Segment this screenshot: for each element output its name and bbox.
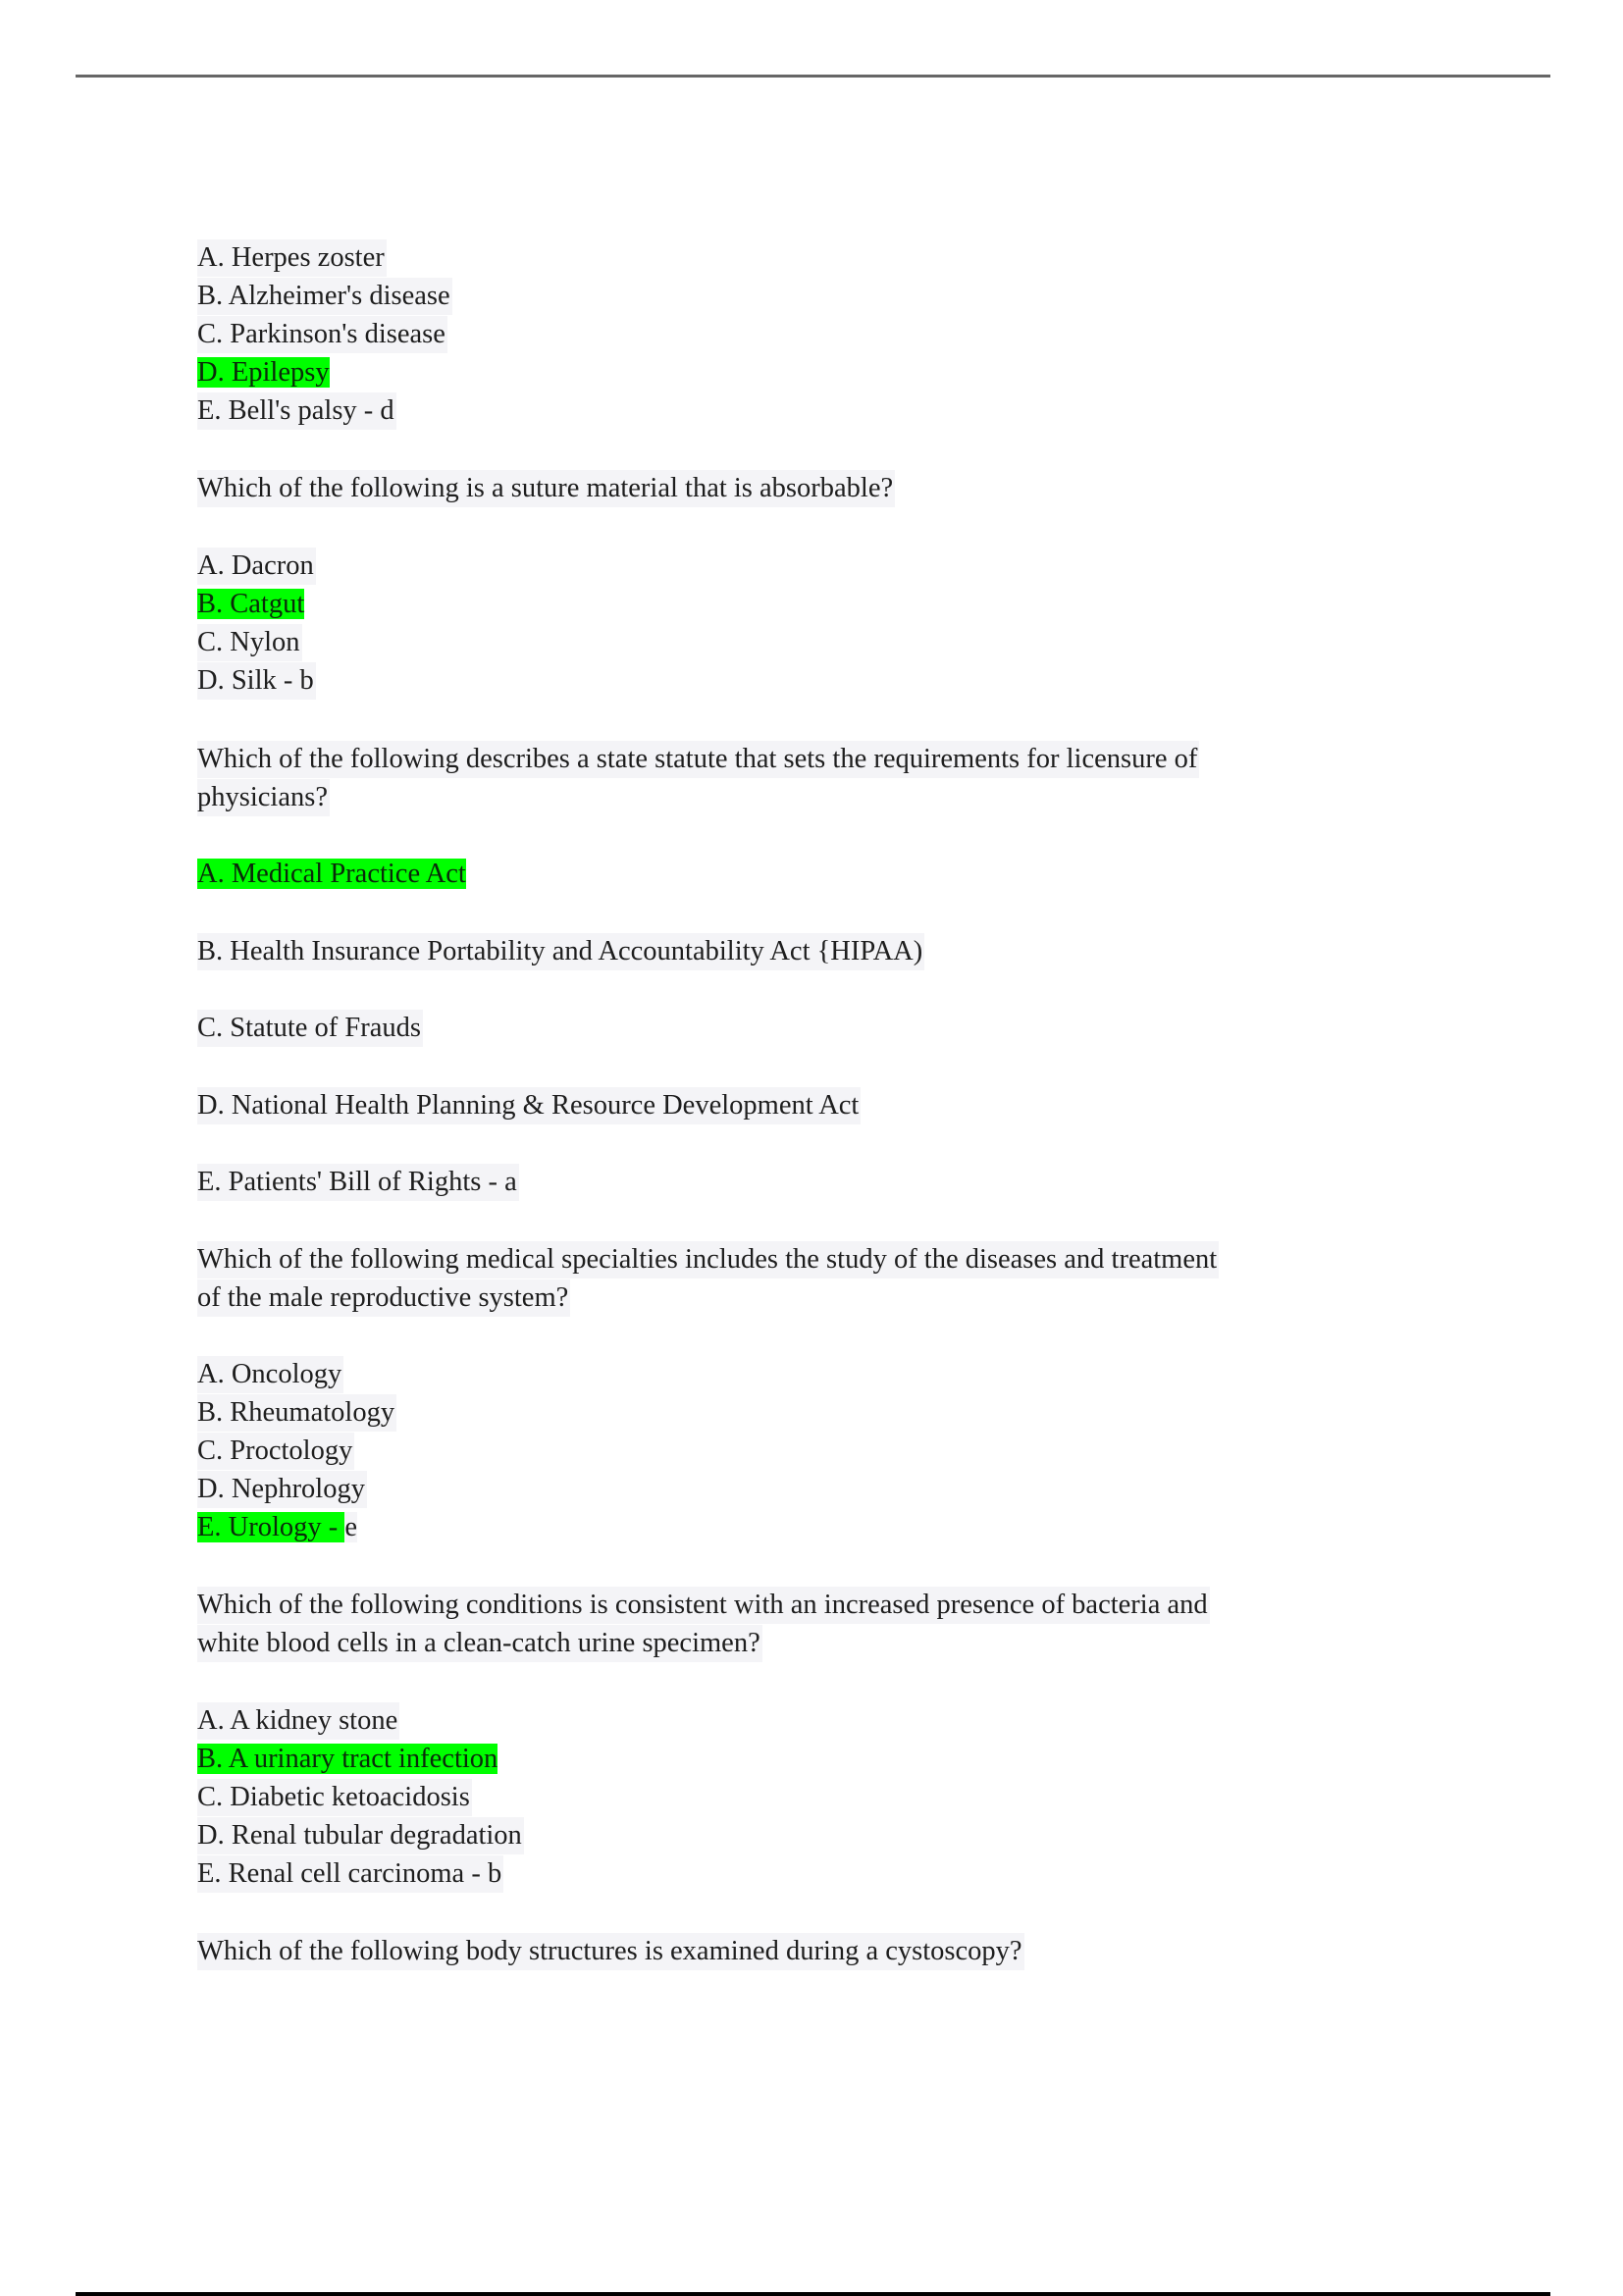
option-a: A. Dacron [197,548,316,585]
option-e-correct [197,1509,359,1546]
footer-rule [76,2292,1550,2296]
option-e: E. Renal cell carcinoma - b [197,1855,503,1893]
option-d: D. National Health Planning & Resource Development Act [197,1087,861,1124]
option-b: B. Health Insurance Portability and Accountability Act {HIPAA) [197,933,924,970]
question-stem: Which of the following body structures is examined during a cystoscopy? [197,1933,1024,1970]
option-b: B. Rheumatology [197,1394,396,1432]
option-a: A. Oncology [197,1356,343,1393]
option-a-correct [197,856,468,893]
answer-highlight: E. Urology - [197,1512,345,1542]
option-c: C. Proctology [197,1433,354,1470]
answer-highlight: A. Medical Practice Act [197,859,466,889]
option-a: A. Herpes zoster [197,239,387,277]
option-a: A. A kidney stone [197,1702,399,1740]
question-stem-line-2: physicians? [197,779,330,816]
question-stem-line-1: Which of the following medical specialties includes the study of the diseases and treatment [197,1241,1219,1278]
option-b: B. Alzheimer's disease [197,278,452,315]
option-d: D. Renal tubular degradation [197,1817,524,1854]
option-c: C. Diabetic ketoacidosis [197,1779,472,1816]
option-c: C. Nylon [197,624,302,661]
answer-highlight: B. A urinary tract infection [197,1744,498,1774]
option-c: C. Parkinson's disease [197,316,447,353]
option-e: E. Patients' Bill of Rights - a [197,1164,519,1201]
answer-highlight: B. Catgut [197,589,305,619]
header-rule [76,75,1550,78]
answer-key: e [344,1512,358,1542]
option-d: D. Silk - b [197,662,316,700]
question-stem: Which of the following is a suture material that is absorbable? [197,470,895,507]
question-stem-line-2: of the male reproductive system? [197,1279,570,1317]
option-b-correct [197,1741,499,1778]
option-b-correct [197,586,306,623]
answer-highlight: D. Epilepsy [197,357,330,388]
option-e: E. Bell's palsy - d [197,392,396,430]
option-c: C. Statute of Frauds [197,1010,423,1047]
question-stem-line-2: white blood cells in a clean-catch urine specimen? [197,1625,762,1662]
question-stem-line-1: Which of the following conditions is consistent with an increased presence of bacteria and [197,1587,1210,1624]
question-stem-line-1: Which of the following describes a state statute that sets the requirements for licensure of [197,741,1199,778]
option-d-correct [197,354,332,391]
option-d: D. Nephrology [197,1471,367,1508]
